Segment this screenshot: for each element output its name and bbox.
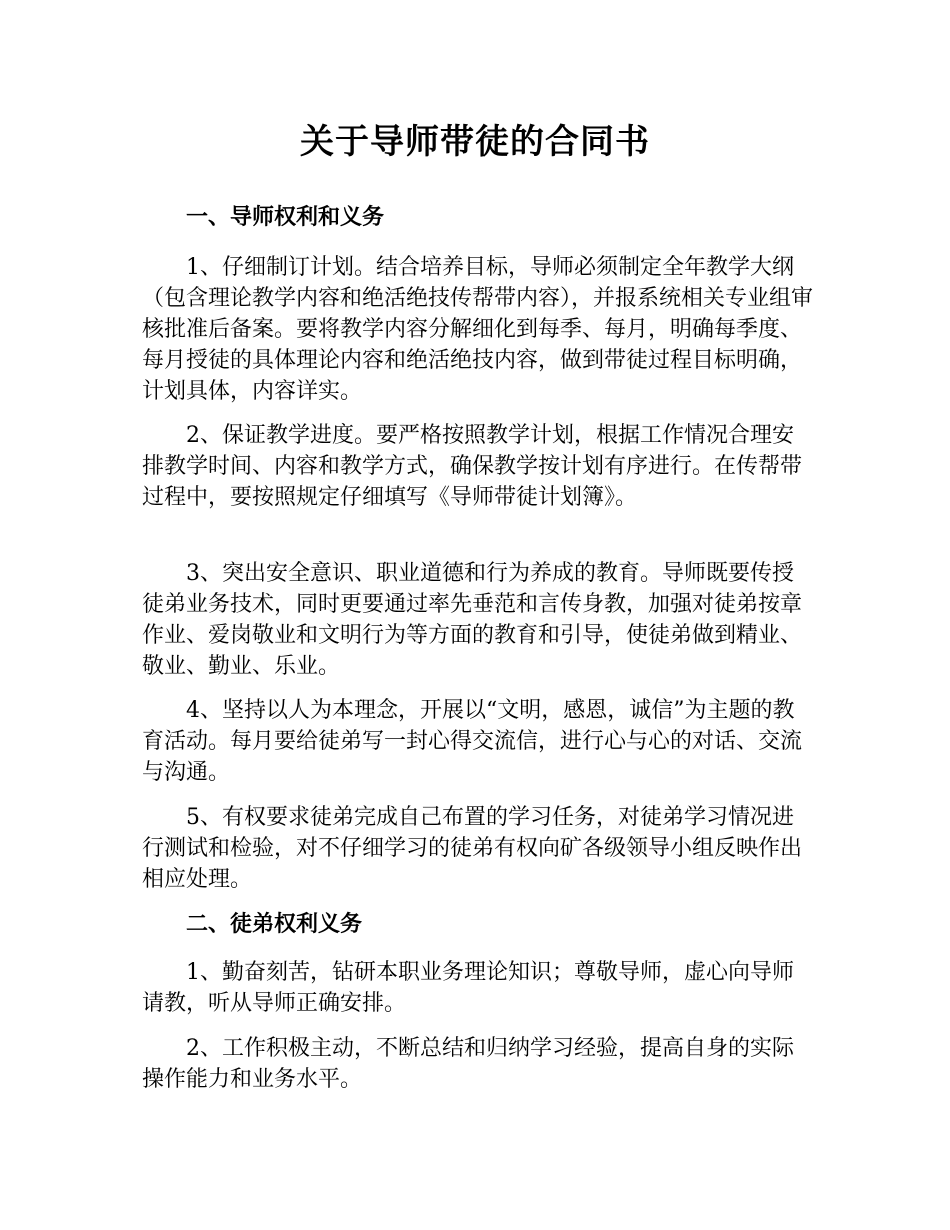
section-heading-mentor: 一、导师权利和义务 [186, 205, 385, 230]
mentor-clause-5: 5、有权要求徒弟完成自己布置的学习任务，对徒弟学习情况进行测试和检验，对不仔细学习的徒弟有权向矿各级领导小组反映作出相应处理。 [142, 805, 803, 892]
mentor-clause-4: 4、坚持以人为本理念，开展以“文明，感恩，诚信”为主题的教育活动。每月要给徒弟写一封心得交流信，进行心与心的对话、交流与沟通。 [142, 698, 803, 785]
apprentice-clause-1: 1、勤奋刻苦，钻研本职业务理论知识；尊敬导师，虚心向导师请教，听从导师正确安排。 [142, 960, 794, 1016]
mentor-clause-3: 3、突出安全意识、职业道德和行为养成的教育。导师既要传授徒弟业务技术，同时更要通过率先垂范和言传身教，加强对徒弟按章作业、爱岗敬业和文明行为等方面的教育和引导，使徒弟做到精业、敬业、勤业、乐业。 [142, 561, 803, 679]
section-heading-apprentice: 二、徒弟权利义务 [186, 912, 363, 937]
apprentice-clause-2: 2、工作积极主动，不断总结和归纳学习经验，提高自身的实际操作能力和业务水平。 [142, 1036, 794, 1092]
mentor-clause-2: 2、保证教学进度。要严格按照教学计划，根据工作情况合理安排教学时间、内容和教学方式，确保教学按计划有序进行。在传帮带过程中，要按照规定仔细填写《导师带徒计划簿》。 [142, 423, 803, 510]
mentor-clause-1: 1、仔细制订计划。结合培养目标，导师必须制定全年教学大纲（包含理论教学内容和绝活绝技传帮带内容），并报系统相关专业组审核批准后备案。要将教学内容分解细化到每季、每月，明确每季度、每月授徒的具体理论内容和绝活绝技内容，做到带徒过程目标明确，计划具体，内容详实。 [142, 255, 814, 404]
document-title: 关于导师带徒的合同书 [300, 122, 650, 162]
